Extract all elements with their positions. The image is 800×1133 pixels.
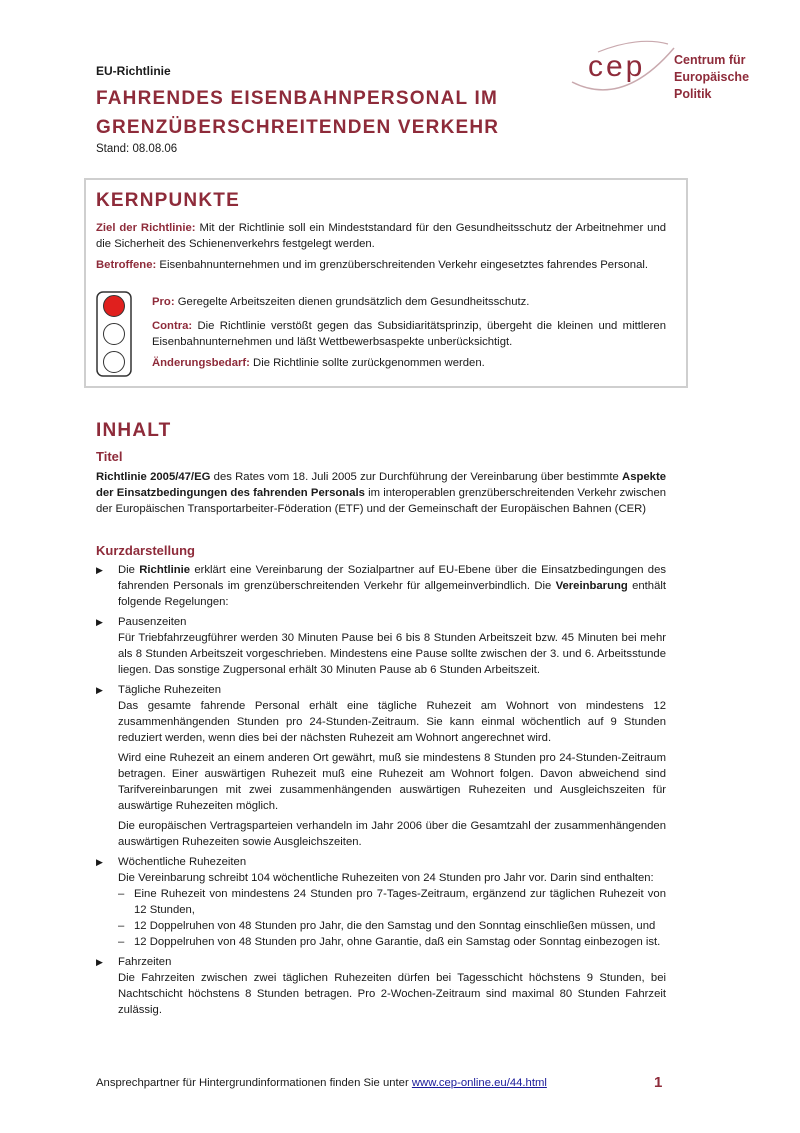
woech-text: Die Vereinbarung schreibt 104 wöchentliche Ruhezeiten von 24 Stunden pro Jahr vor. Darin sind enthalten:: [118, 872, 654, 884]
traffic-light-red-lamp-icon: [104, 296, 125, 317]
list-item: [96, 682, 666, 850]
contra-label: Contra:: [152, 320, 193, 332]
ziel-label: Ziel der Richtlinie:: [96, 222, 196, 234]
titel-paragraph: [96, 469, 666, 517]
kurz-intro-bold-2: Vereinbarung: [555, 580, 628, 592]
woech-title: Wöchentliche Ruhezeiten: [118, 856, 247, 868]
titel-text-2: im interoperablen grenzüberschreitenden Verkehr zwischen der Europäischen Transportarbeiter-Föderation (ETF) und der Gemeinschaft der Europäischen Bahnen (CER): [96, 487, 667, 515]
pausen-title: Pausenzeiten: [118, 616, 187, 628]
kurz-intro-bold-1: Richtlinie: [139, 564, 191, 576]
dash-icon: –: [118, 920, 125, 932]
logo-name-line-1: Centrum für: [674, 53, 746, 67]
document-title: [96, 84, 499, 142]
titel-bold-2: Aspekte der Einsatzbedingungen des fahrenden Personals: [96, 471, 666, 499]
dash-item: [118, 886, 666, 918]
bullet-arrow-icon: ▶: [96, 857, 103, 867]
aenderung-label: Änderungsbedarf:: [152, 357, 250, 369]
aenderung-text: Die Richtlinie sollte zurückgenommen werden.: [249, 357, 485, 369]
footer-contact: [96, 1077, 547, 1089]
ziel-text: Mit der Richtlinie soll ein Mindeststandard für den Gesundheitsschutz der Arbeitnehmer und die Sicherheit des Schienenverkehrs festgelegt werden.: [96, 222, 667, 250]
title-line-2: GRENZÜBERSCHREITENDEN VERKEHR: [96, 117, 500, 138]
kernpunkte-heading: KERNPUNKTE: [96, 190, 240, 211]
pro-label: Pro:: [152, 296, 175, 308]
kernpunkte-ziel: [96, 220, 666, 252]
footer-text: Ansprechpartner für Hintergrundinformationen finden Sie unter: [96, 1077, 412, 1089]
list-item: [96, 854, 666, 950]
document-date: Stand: 08.08.06: [96, 143, 178, 155]
kernpunkte-contra: [152, 318, 666, 350]
titel-text-1: des Rates vom 18. Juli 2005 zur Durchführung der Vereinbarung über bestimmte: [210, 471, 623, 483]
pausen-text: Für Triebfahrzeugführer werden 30 Minuten Pause bei 6 bis 8 Stunden Arbeitszeit bzw. 45 Minuten bei mehr als 8 Stunden Arbeitszeit vorgeschrieben. Mindestens eine Pause sollte zwischen der 3. und 6. Arbeitsstunde liegen. Das sonstige Zugpersonal erhält 30 Minuten Pause ab 6 Stunden Arbeitszeit.: [118, 632, 666, 676]
kernpunkte-pro: [152, 294, 666, 310]
list-item: [96, 562, 666, 610]
logo-name-line-3: Politik: [674, 87, 712, 101]
kernpunkte-betroffene: [96, 257, 666, 273]
bullet-arrow-icon: ▶: [96, 617, 103, 627]
kernpunkte-aenderungsbedarf: [152, 355, 666, 371]
bullet-arrow-icon: ▶: [96, 957, 103, 967]
page-number: 1: [654, 1074, 663, 1091]
cep-logo-text: cep: [588, 50, 646, 83]
dash-icon: –: [118, 936, 125, 948]
titel-heading: Titel: [96, 449, 123, 464]
traffic-light-green-lamp-icon: [104, 352, 125, 373]
betroffene-label: Betroffene:: [96, 259, 157, 271]
kurz-intro-text-3: enthält folgende Regelungen:: [118, 580, 667, 608]
dash-item-text: 12 Doppelruhen von 48 Stunden pro Jahr, die den Samstag und den Sonntag einschließen müssen, und: [134, 920, 656, 932]
titel-bold-1: Richtlinie 2005/47/EG: [96, 471, 211, 483]
contra-text: Die Richtlinie verstößt gegen das Subsidiaritätsprinzip, übergeht die kleinen und mittleren Eisenbahnunternehmen und läßt Wettbewerbsaspekte unberücksichtigt.: [152, 320, 666, 348]
fahr-title: Fahrzeiten: [118, 956, 172, 968]
dash-item-text: 12 Doppelruhen von 48 Stunden pro Jahr, ohne Garantie, daß ein Samstag oder Sonntag einbezogen ist.: [134, 936, 661, 948]
taegl-text-3: Die europäischen Vertragsparteien verhandeln im Jahr 2006 über die Gesamtzahl der zusammenhängenden auswärtigen Ruhezeiten sowie Ausgleichszeiten.: [118, 820, 666, 848]
taegl-title: Tägliche Ruhezeiten: [118, 684, 221, 696]
dash-item-text: Eine Ruhezeit von mindestens 24 Stunden pro 7-Tages-Zeitraum, ergänzend zur täglichen Ruhezeit von 12 Stunden,: [134, 888, 666, 916]
kurzdarstellung-heading: Kurzdarstellung: [96, 543, 195, 558]
betroffene-text: Eisenbahnunternehmen und im grenzüberschreitenden Verkehr eingesetztes fahrendes Personal.: [156, 259, 648, 271]
cep-logo-name: [674, 52, 749, 103]
logo-name-line-2: Europäische: [674, 70, 750, 84]
taegl-text-1: Das gesamte fahrende Personal erhält eine tägliche Ruhezeit am Wohnort von mindestens 12 zusammenhängenden Stunden pro 24-Stunden-Zeitraum. Sie kann einmal wöchentlich auf 9 Stunden reduziert werden, wenn dies bei der nächsten Ruhezeit am Wohnort angerechnet wird.: [118, 700, 666, 744]
document-type: EU-Richtlinie: [96, 64, 171, 78]
title-line-1: FAHRENDES EISENBAHNPERSONAL IM: [96, 88, 498, 109]
dash-icon: –: [118, 888, 125, 900]
woech-dash-list: [118, 886, 666, 950]
kurz-intro-text-1: Die: [118, 564, 140, 576]
kurz-intro: [118, 562, 666, 610]
taegl-text-2: Wird eine Ruhezeit an einem anderen Ort gewährt, muß sie mindestens 8 Stunden pro 24-Stunden-Zeitraum betragen. Einer auswärtigen Ruhezeit muß eine Ruhezeit am Wohnort folgen. Davon abweichend sind Tarifvereinbarungen mit zwei zusammenhängenden auswärtigen Ruhezeiten und Ausgleichszeiten für auswärtige Ruhezeiten möglich.: [118, 752, 666, 812]
traffic-light-yellow-lamp-icon: [104, 324, 125, 345]
list-item: [96, 954, 666, 1018]
traffic-light-icon: [96, 291, 132, 377]
inhalt-heading: INHALT: [96, 420, 172, 441]
dash-item: [118, 934, 666, 950]
fahr-text: Die Fahrzeiten zwischen zwei täglichen Ruhezeiten dürfen bei Tagesschicht höchstens 9 Stunden, bei Nachtschicht höchstens 8 Stunden betragen. Pro 2-Wochen-Zeitraum sind maximal 80 Stunden Fahrzeit zulässig.: [118, 972, 666, 1016]
bullet-arrow-icon: ▶: [96, 565, 103, 575]
dash-item: [118, 918, 666, 934]
footer-link[interactable]: www.cep-online.eu/44.html: [411, 1077, 547, 1089]
pro-text: Geregelte Arbeitszeiten dienen grundsätzlich dem Gesundheitsschutz.: [174, 296, 530, 308]
kurz-intro-text-2: erklärt eine Vereinbarung der Sozialpartner auf EU-Ebene über die Einsatzbedingungen des fahrenden Personals im grenzüberschreitenden Verkehr für allgemeinverbindlich. Die: [118, 564, 667, 592]
list-item: [96, 614, 666, 678]
bullet-arrow-icon: ▶: [96, 685, 103, 695]
kurzdarstellung-list: [96, 562, 666, 1022]
